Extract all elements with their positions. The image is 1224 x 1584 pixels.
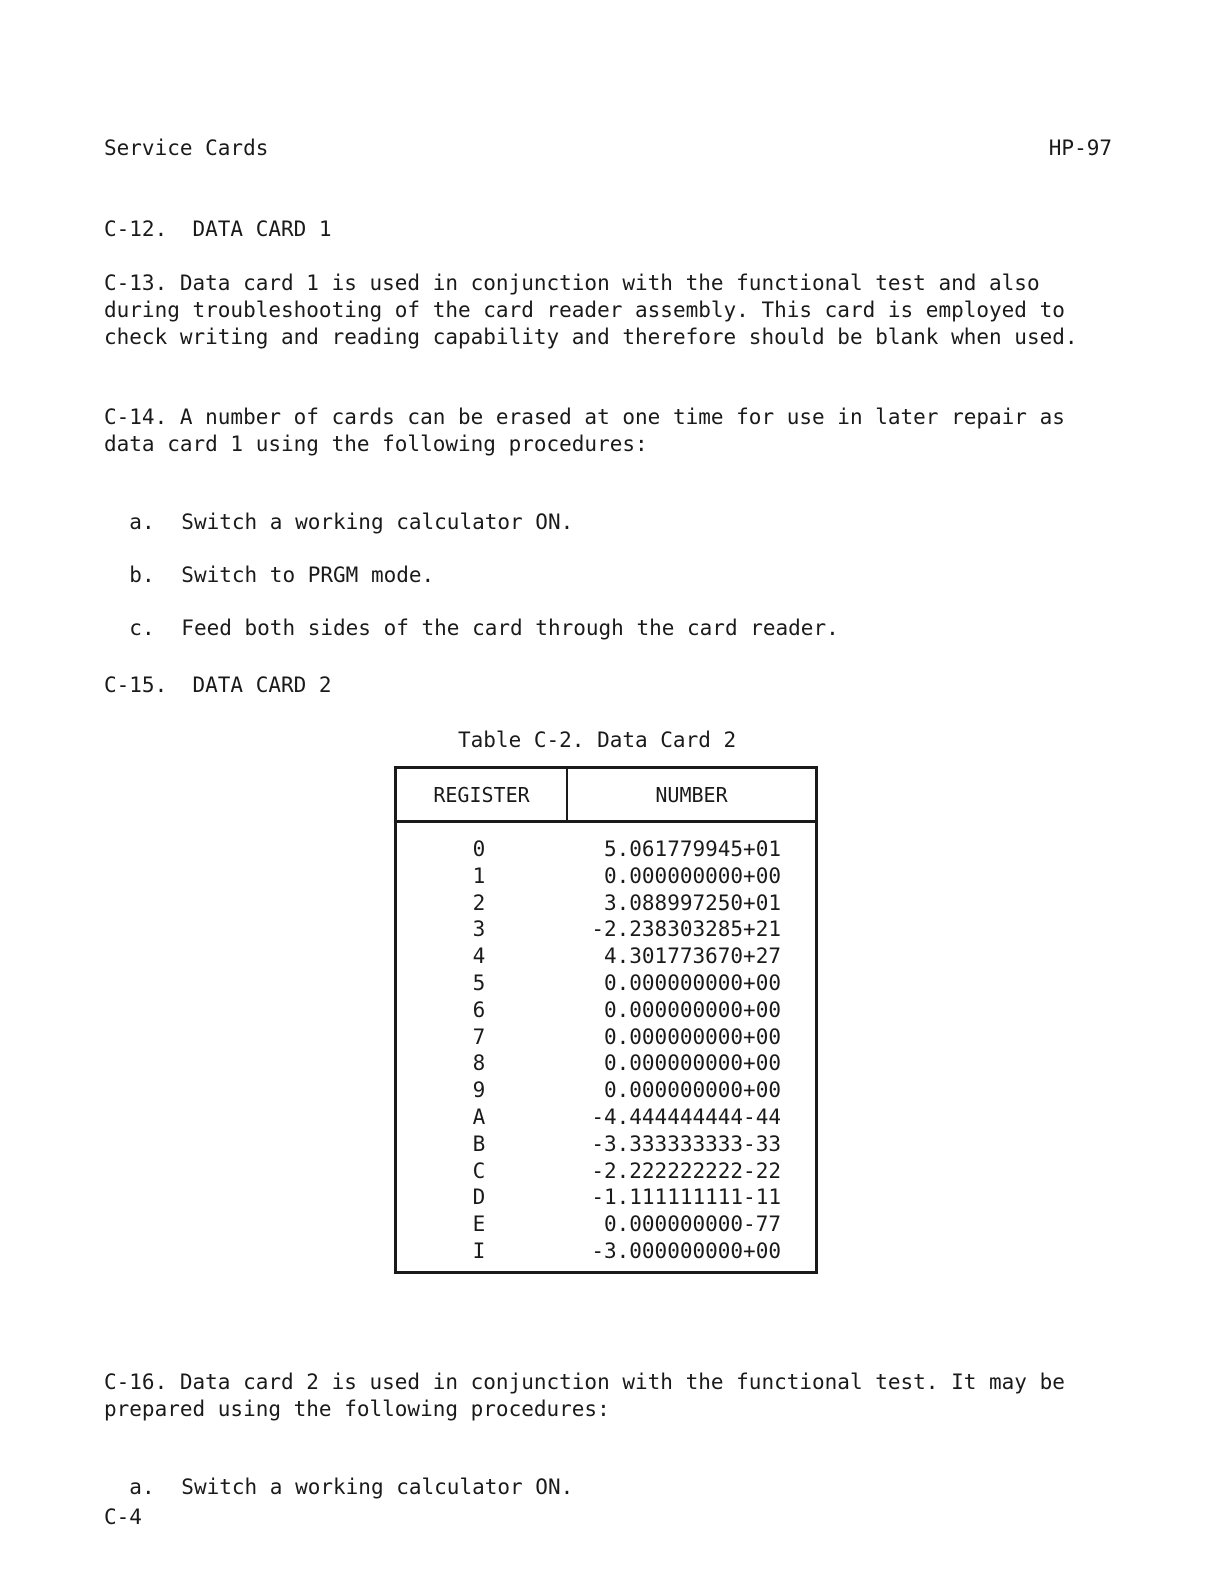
register-cell: 7 xyxy=(472,1024,486,1049)
list-item-text: Switch a working calculator ON. xyxy=(181,510,574,534)
register-cell: B xyxy=(472,1131,486,1156)
paragraph-c13: C-13. Data card 1 is used in conjunction with the functional test and also during troubleshooting of the card reader assembly. This card is employed to check writing and reading capability and therefore should be blank when used. xyxy=(104,271,1078,349)
page-number: C-4 xyxy=(104,1505,142,1529)
register-cell: 3 xyxy=(472,917,486,942)
register-cell: 6 xyxy=(472,997,486,1022)
list-item-text: Switch a working calculator ON. xyxy=(181,1475,574,1499)
list-item-text: Feed both sides of the card through the card reader. xyxy=(181,616,839,640)
table-row xyxy=(397,1025,815,1052)
number-cell: 0.000000000+00 xyxy=(603,997,781,1022)
number-cell: 0.000000000+00 xyxy=(603,970,781,995)
table-row xyxy=(397,944,815,971)
table-row xyxy=(397,1239,815,1266)
register-cell: 9 xyxy=(472,1078,486,1103)
list-item-text: Switch to PRGM mode. xyxy=(181,563,435,587)
number-cell: -2.222222222-22 xyxy=(591,1158,781,1183)
register-cell: I xyxy=(472,1238,486,1263)
register-cell: D xyxy=(472,1185,486,1210)
number-cell: 0.000000000+00 xyxy=(603,863,781,888)
list-marker: b. xyxy=(129,563,155,587)
register-cell: C xyxy=(472,1158,486,1183)
table-row xyxy=(397,1159,815,1186)
table-header-row xyxy=(397,769,815,823)
table-header-number: NUMBER xyxy=(655,783,728,807)
register-cell: E xyxy=(472,1212,486,1237)
section-heading-c15: C-15. DATA CARD 2 xyxy=(104,673,332,697)
list-item xyxy=(104,592,839,640)
table-row xyxy=(397,837,815,864)
number-cell: 0.000000000-77 xyxy=(603,1212,781,1237)
table-row xyxy=(397,1078,815,1105)
running-header-right: HP-97 xyxy=(1048,136,1112,160)
table-row xyxy=(397,891,815,918)
table-row xyxy=(397,1185,815,1212)
list-marker: a. xyxy=(129,510,155,534)
table-row xyxy=(397,1132,815,1159)
table-row xyxy=(397,917,815,944)
table-caption: Table C-2. Data Card 2 xyxy=(458,728,737,752)
number-cell: 4.301773670+27 xyxy=(603,944,781,969)
number-cell: 0.000000000+00 xyxy=(603,1078,781,1103)
table-row xyxy=(397,998,815,1025)
number-cell: -4.444444444-44 xyxy=(591,1104,781,1129)
number-cell: -2.238303285+21 xyxy=(591,917,781,942)
number-cell: -1.111111111-11 xyxy=(591,1185,781,1210)
number-cell: -3.000000000+00 xyxy=(591,1238,781,1263)
list-item xyxy=(104,539,434,587)
number-cell: 0.000000000+00 xyxy=(603,1024,781,1049)
section-heading-c12: C-12. DATA CARD 1 xyxy=(104,217,332,241)
number-cell: -3.333333333-33 xyxy=(591,1131,781,1156)
table-row xyxy=(397,971,815,998)
running-header-left: Service Cards xyxy=(104,136,269,160)
data-table xyxy=(394,766,818,1274)
table-row xyxy=(397,1051,815,1078)
register-cell: 5 xyxy=(472,970,486,995)
table-header-register: REGISTER xyxy=(433,783,530,807)
number-cell: 3.088997250+01 xyxy=(603,890,781,915)
list-item xyxy=(104,1451,573,1499)
table-row xyxy=(397,1105,815,1132)
register-cell: 8 xyxy=(472,1051,486,1076)
list-item xyxy=(104,486,573,534)
table-body xyxy=(397,837,815,1266)
paragraph-c16: C-16. Data card 2 is used in conjunction with the functional test. It may be prepared using the following procedures: xyxy=(104,1370,1065,1421)
register-cell: 2 xyxy=(472,890,486,915)
register-cell: 1 xyxy=(472,863,486,888)
register-cell: A xyxy=(472,1104,486,1129)
paragraph-c14: C-14. A number of cards can be erased at one time for use in later repair as data card 1 using the following procedures: xyxy=(104,405,1065,456)
table-row xyxy=(397,864,815,891)
register-cell: 0 xyxy=(472,837,486,861)
list-marker: a. xyxy=(129,1475,155,1499)
number-cell: 5.061779945+01 xyxy=(603,837,781,861)
register-cell: 4 xyxy=(472,944,486,969)
number-cell: 0.000000000+00 xyxy=(603,1051,781,1076)
table-row xyxy=(397,1212,815,1239)
list-marker: c. xyxy=(129,616,155,640)
